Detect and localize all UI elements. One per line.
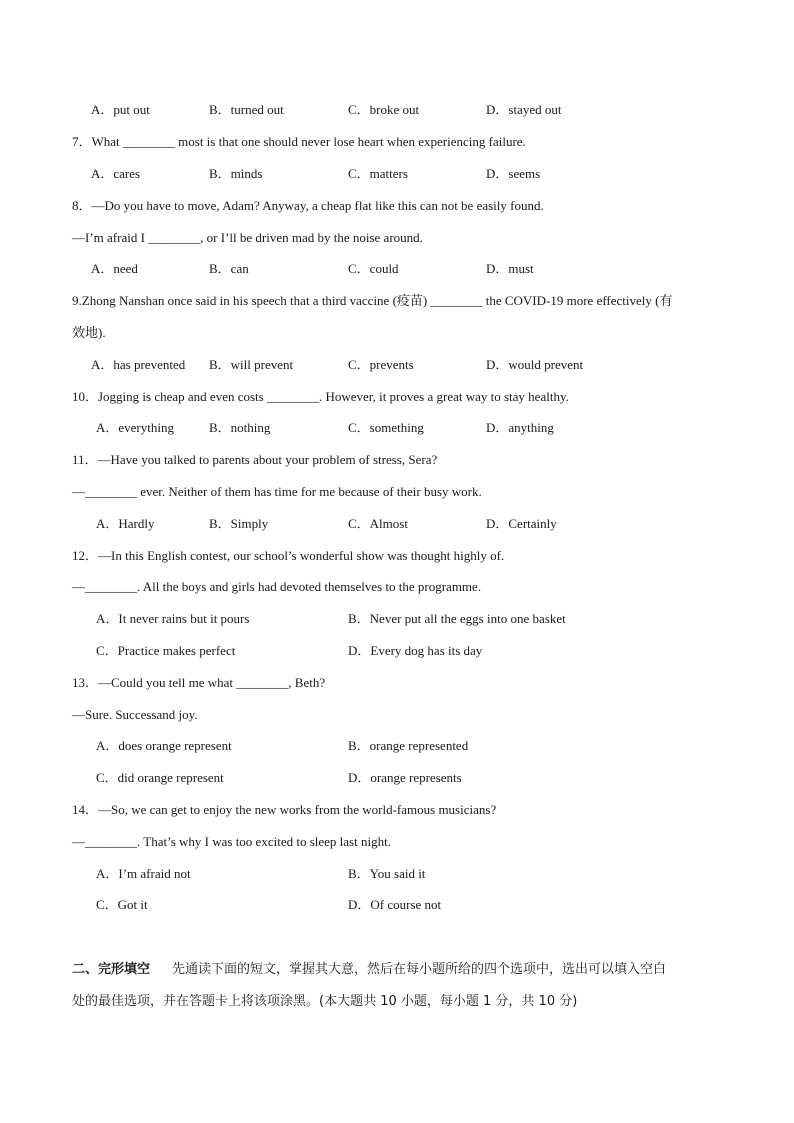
q12-option-a: A．It never rains but it pours <box>96 611 250 626</box>
q7-option-d: D．seems <box>486 166 541 181</box>
q8-option-c: C．could <box>348 261 399 276</box>
q13-response: —Sure. Successand joy. <box>72 707 198 722</box>
q6-option-a: A．put out <box>91 102 150 117</box>
q11-stem: 11．—Have you talked to parents about your problem of stress, Sera? <box>72 452 438 467</box>
section-2-line1 <box>72 954 724 986</box>
q9-stem: 9.Zhong Nanshan once said in his speech that a third vaccine (疫苗) ________ the COVID-19 more effectively (有 <box>72 293 673 308</box>
q9-options <box>91 357 651 373</box>
q7-option-a: A．cares <box>91 166 141 181</box>
q8-option-d: D．must <box>486 261 534 276</box>
q8-stem: 8．—Do you have to move, Adam? Anyway, a cheap flat like this can not be easily found. <box>72 198 544 213</box>
q12-options-row1 <box>96 611 656 627</box>
q12-option-c: C．Practice makes perfect <box>96 643 236 658</box>
q7-options <box>91 166 651 182</box>
q13-option-d: D．orange represents <box>348 770 462 785</box>
q13-option-c: C．did orange represent <box>96 770 224 785</box>
q14-option-c: C．Got it <box>96 897 148 912</box>
q7-option-b: B．minds <box>209 166 263 181</box>
q13-option-a: A．does orange represent <box>96 738 232 753</box>
q7-option-c: C．matters <box>348 166 408 181</box>
q9-stem-continued: 效地). <box>72 325 106 340</box>
section-2-title: 二、完形填空 <box>72 962 151 977</box>
q10-option-d: D．anything <box>486 420 554 435</box>
q14-option-d: D．Of course not <box>348 897 442 912</box>
q10-option-c: C．something <box>348 420 424 435</box>
q11-option-b: B．Simply <box>209 516 269 531</box>
q8-response: —I’m afraid I ________, or I’ll be driven mad by the noise around. <box>72 230 423 245</box>
q9-option-c: C．prevents <box>348 357 414 372</box>
q13-options-row1 <box>96 738 656 754</box>
q12-response: —________. All the boys and girls had devoted themselves to the programme. <box>72 579 482 594</box>
q6-option-c: C．broke out <box>348 102 420 117</box>
section-2-line2: 处的最佳选项，并在答题卡上将该项涂黑。(本大题共 10 小题，每小题 1 分，共 10 分) <box>72 994 578 1009</box>
q13-stem: 13．—Could you tell me what ________, Beth? <box>72 675 326 690</box>
q9-option-a: A．has prevented <box>91 357 186 372</box>
q14-stem: 14．—So, we can get to enjoy the new works from the world-famous musicians? <box>72 802 497 817</box>
q6-option-d: D．stayed out <box>486 102 562 117</box>
q10-option-a: A．everything <box>96 420 174 435</box>
q9-option-d: D．would prevent <box>486 357 584 372</box>
q6-options <box>91 102 651 118</box>
q11-response: —________ ever. Neither of them has time for me because of their busy work. <box>72 484 482 499</box>
q12-option-b: B．Never put all the eggs into one basket <box>348 611 566 626</box>
q10-stem: 10．Jogging is cheap and even costs ________. However, it proves a great way to stay healthy. <box>72 389 569 404</box>
q14-response: —________. That’s why I was too excited to sleep last night. <box>72 834 391 849</box>
q14-option-a: A．I’m afraid not <box>96 866 191 881</box>
q12-stem: 12．—In this English contest, our school’s wonderful show was thought highly of. <box>72 548 505 563</box>
q10-options <box>96 420 656 436</box>
q13-options-row2 <box>96 770 656 786</box>
q8-options <box>91 261 651 277</box>
q12-option-d: D．Every dog has its day <box>348 643 483 658</box>
q8-option-b: B．can <box>209 261 249 276</box>
section-2-intro: 先通读下面的短文，掌握其大意，然后在每小题所给的四个选项中，选出可以填入空白 <box>172 962 667 977</box>
q7-stem: 7．What ________ most is that one should never lose heart when experiencing failure. <box>72 134 526 149</box>
q11-option-a: A．Hardly <box>96 516 155 531</box>
q11-option-c: C．Almost <box>348 516 408 531</box>
section-2-instructions <box>72 954 724 1018</box>
q14-option-b: B．You said it <box>348 866 426 881</box>
q10-option-b: B．nothing <box>209 420 271 435</box>
q14-options-row1 <box>96 866 656 882</box>
q8-option-a: A．need <box>91 261 138 276</box>
q14-options-row2 <box>96 897 656 913</box>
q9-option-b: B．will prevent <box>209 357 294 372</box>
q6-option-b: B．turned out <box>209 102 284 117</box>
q13-option-b: B．orange represented <box>348 738 469 753</box>
q11-options <box>96 516 656 532</box>
q12-options-row2 <box>96 643 656 659</box>
q11-option-d: D．Certainly <box>486 516 557 531</box>
